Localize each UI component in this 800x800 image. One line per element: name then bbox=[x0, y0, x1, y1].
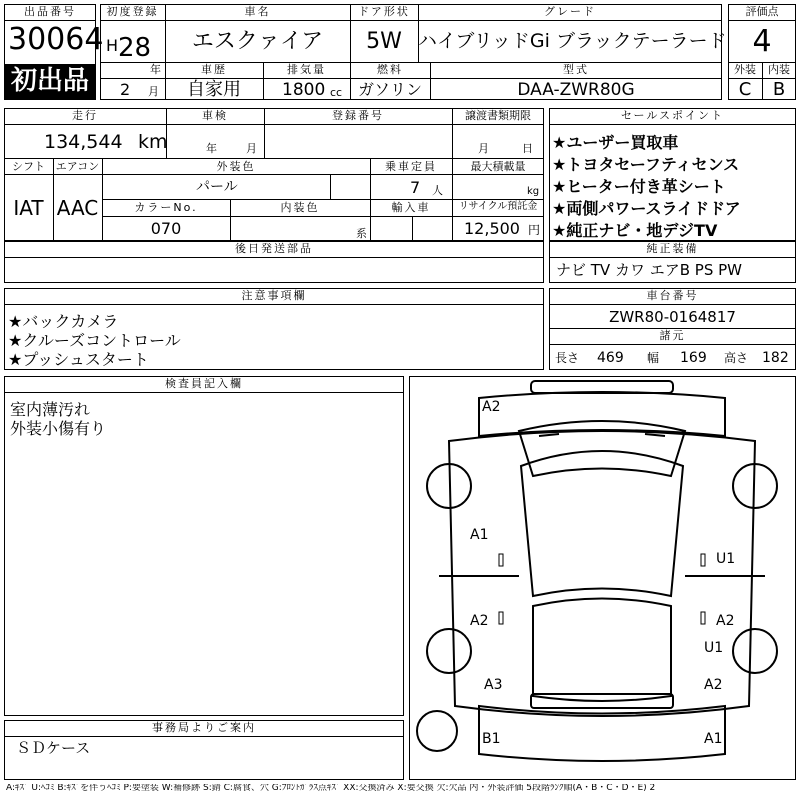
inspection-year-unit: 年 bbox=[206, 142, 217, 155]
mark-a2-top: A2 bbox=[482, 399, 501, 415]
length-label: 長さ bbox=[555, 351, 580, 365]
vehicle-diagram bbox=[409, 376, 796, 780]
mileage-unit: km bbox=[138, 131, 168, 153]
car-name: エスクァイア bbox=[191, 29, 324, 54]
mark-b1-bottom: B1 bbox=[482, 731, 501, 747]
sales-point-item: ★トヨタセーフティセンス bbox=[552, 155, 740, 174]
ext-grade-label: 外装 bbox=[734, 63, 756, 76]
ext-grade-value: C bbox=[738, 79, 752, 100]
model-label: 型式 bbox=[563, 63, 589, 76]
sales-point-item: ★ユーザー買取車 bbox=[552, 133, 679, 152]
model-value: DAA-ZWR80G bbox=[517, 80, 635, 100]
shift-label: シフト bbox=[12, 160, 45, 173]
grade-label: グレード bbox=[544, 5, 596, 18]
inspector-lines bbox=[10, 397, 107, 438]
sales-point-item: ★両側パワースライドドア bbox=[552, 199, 741, 218]
doors-value: 5W bbox=[366, 29, 402, 54]
notes-label: 注意事項欄 bbox=[241, 289, 307, 302]
mark-a2-right2: A2 bbox=[704, 677, 723, 693]
int-grade-label: 内装 bbox=[768, 63, 790, 76]
office-value: ＳＤケース bbox=[16, 739, 91, 757]
width-value: 169 bbox=[680, 350, 707, 366]
ext-color-label: 外装色 bbox=[216, 160, 256, 173]
transfer-deadline-label: 譲渡書類期限 bbox=[465, 109, 531, 122]
inspection-label: 車検 bbox=[202, 109, 228, 122]
doors-label: ドア形状 bbox=[358, 5, 410, 18]
later-parts-label: 後日発送部品 bbox=[235, 242, 313, 255]
sales-point-item: ★純正ナビ・地デジTV bbox=[552, 221, 718, 240]
first-reg-month-unit: 月 bbox=[148, 85, 159, 98]
recycle-value: 12,500 bbox=[464, 219, 520, 238]
chassis-label: 車台番号 bbox=[646, 289, 699, 302]
equipment-label: 純正装備 bbox=[646, 242, 699, 255]
note-item: ★バックカメラ bbox=[8, 312, 119, 331]
height-label: 高さ bbox=[724, 351, 749, 365]
int-color-unit: 系 bbox=[356, 227, 367, 240]
length-value: 469 bbox=[597, 350, 624, 366]
displacement-label: 排気量 bbox=[287, 63, 326, 76]
history-label: 車歴 bbox=[201, 63, 227, 76]
inspector-label: 検査員記入欄 bbox=[165, 377, 243, 390]
fuel-label: 燃料 bbox=[377, 63, 403, 76]
import-label: 輸入車 bbox=[391, 201, 431, 214]
max-load-unit: kg bbox=[527, 186, 540, 197]
first-reg-year-unit: 年 bbox=[150, 63, 161, 76]
aircon-label: エアコン bbox=[55, 160, 100, 173]
max-load-label: 最大積載量 bbox=[470, 160, 526, 173]
capacity-label: 乗車定員 bbox=[385, 160, 437, 173]
capacity-unit: 人 bbox=[432, 184, 443, 197]
color-no-value: 070 bbox=[150, 219, 182, 238]
int-color-label: 内装色 bbox=[280, 201, 320, 214]
mileage-label: 走行 bbox=[72, 109, 98, 122]
grade-value: ハイブリッドGi ブラックテーラード bbox=[418, 30, 727, 52]
ext-color-value: パール bbox=[196, 179, 238, 195]
inspector-line: 外装小傷有り bbox=[10, 419, 107, 438]
lot-label: 出品番号 bbox=[24, 5, 76, 18]
score-value: 4 bbox=[752, 24, 772, 59]
recycle-label: リサイクル預託金 bbox=[458, 201, 538, 212]
lot-number: 30064 bbox=[8, 22, 104, 57]
office-label: 事務局よりご案内 bbox=[152, 721, 256, 734]
inspection-month-unit: 月 bbox=[246, 142, 257, 155]
chassis-value: ZWR80-0164817 bbox=[609, 308, 736, 326]
color-no-label: カラーNo. bbox=[134, 201, 198, 214]
mark-a1-left: A1 bbox=[470, 527, 489, 543]
mileage-value: 134,544 bbox=[44, 131, 123, 153]
capacity-value: 7 bbox=[410, 178, 421, 197]
legend-text: A:ｷｽﾞ U:ﾍｺﾐ B:ｷｽﾞを伴うﾍｺﾐ P:要塗装 W:補修跡 S:錆 C:腐食、穴 G:ﾌﾛﾝﾄｶﾞﾗｽ点ｷｽﾞ XX:交換済み X:要交換 欠:欠品 内・外装評価 5段階ﾗﾝｸ順(A・B・C・D・E) 2 bbox=[6, 784, 656, 793]
first-reg-year: 28 bbox=[118, 33, 152, 63]
int-grade-value: B bbox=[772, 79, 786, 100]
mark-a2-left: A2 bbox=[470, 613, 489, 629]
fuel-value: ガソリン bbox=[357, 80, 422, 99]
mark-u1-right2: U1 bbox=[704, 640, 724, 656]
note-item: ★クルーズコントロール bbox=[8, 331, 181, 350]
height-value: 182 bbox=[762, 350, 789, 366]
first-listing-badge: 初出品 bbox=[5, 64, 95, 99]
mark-a2-right: A2 bbox=[716, 613, 735, 629]
first-reg-label: 初度登録 bbox=[106, 5, 159, 18]
mark-u1-right: U1 bbox=[716, 551, 736, 567]
dims-label: 諸元 bbox=[659, 329, 686, 342]
displacement-unit: cc bbox=[330, 86, 343, 99]
displacement-value: 1800 bbox=[282, 80, 326, 100]
car-name-label: 車名 bbox=[244, 5, 271, 18]
history-value: 自家用 bbox=[187, 79, 241, 100]
sales-point-item: ★ヒーター付き革シート bbox=[552, 177, 726, 196]
transfer-month-unit: 月 bbox=[478, 142, 489, 155]
shift-value: IAT bbox=[13, 196, 44, 220]
notes-list bbox=[8, 309, 181, 369]
first-reg-era: H bbox=[106, 36, 119, 55]
mark-a1-bottom: A1 bbox=[704, 731, 723, 747]
first-reg-month: 2 bbox=[120, 80, 131, 99]
recycle-unit: 円 bbox=[528, 223, 541, 237]
reg-number-label: 登録番号 bbox=[332, 109, 384, 122]
sales-points-list bbox=[552, 130, 741, 240]
equipment-value: ナビ TV カワ エアB PS PW bbox=[556, 261, 742, 279]
note-item: ★プッシュスタート bbox=[8, 350, 149, 369]
score-label: 評価点 bbox=[745, 5, 779, 18]
mark-a3-left: A3 bbox=[484, 677, 503, 693]
sales-points-label: セールスポイント bbox=[620, 109, 724, 122]
aircon-value: AAC bbox=[56, 196, 99, 220]
transfer-day-unit: 日 bbox=[522, 142, 533, 155]
width-label: 幅 bbox=[647, 351, 660, 365]
inspector-line: 室内薄汚れ bbox=[10, 400, 91, 419]
